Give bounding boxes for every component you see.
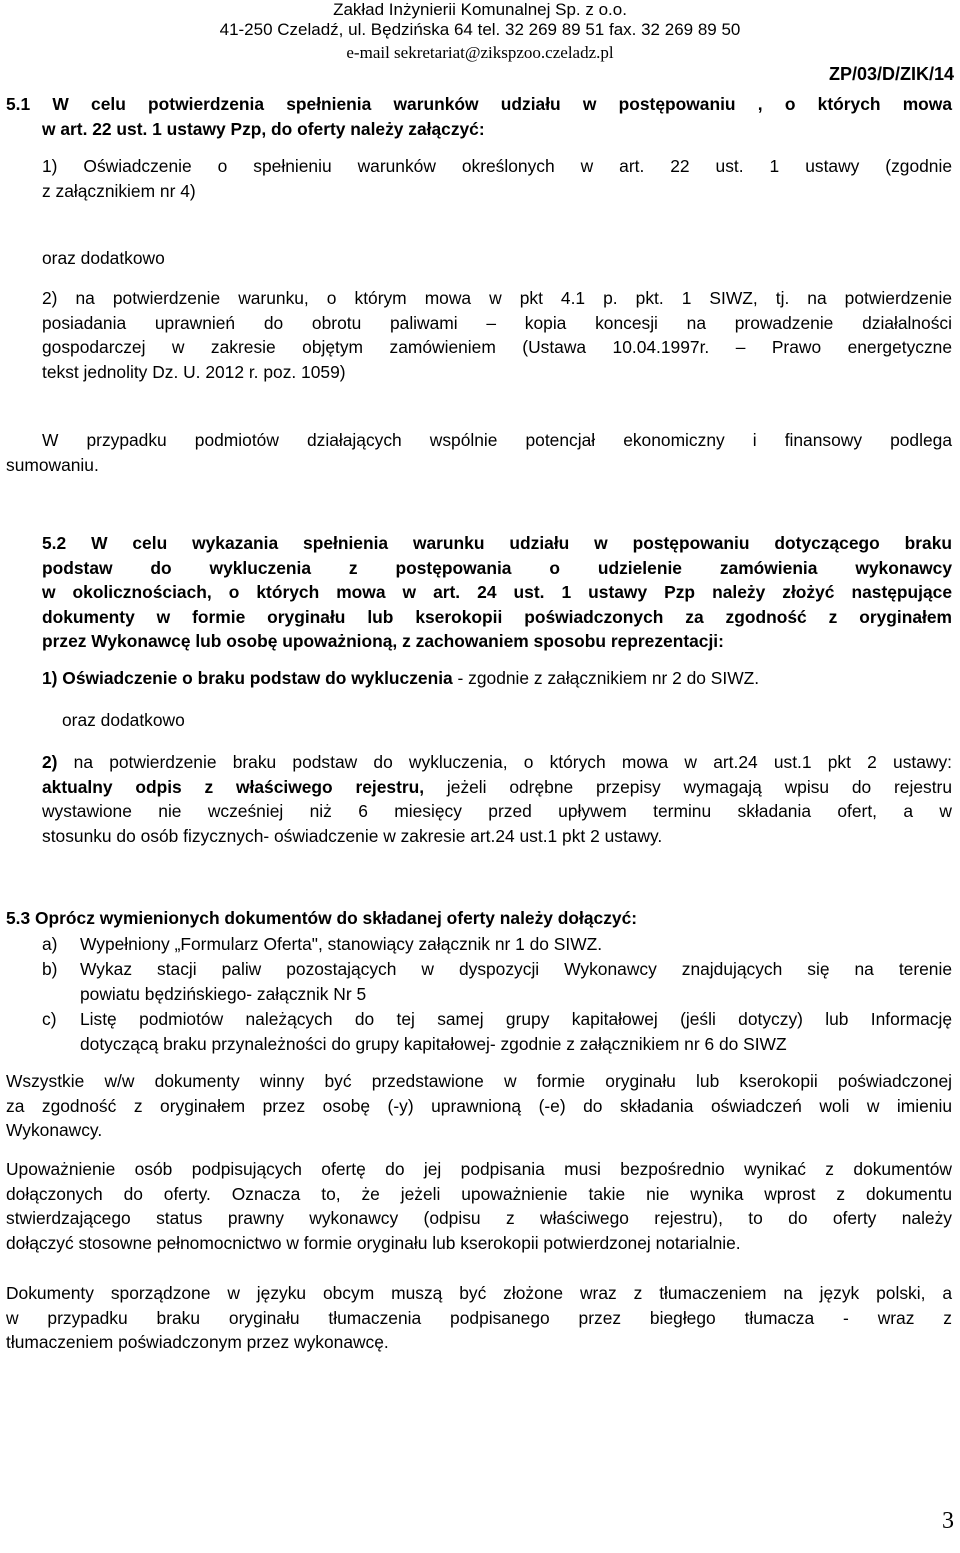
section-5-3-item-c: c) Listę podmiotów należących do tej samej grupy kapitałowej (jeśli dotyczy) lub Informację dotyczącą braku przynależności do grupy kapitałowej- zgodnie z załącznikiem nr 6 do SIWZ: [42, 1009, 952, 1054]
additionally-label: oraz dodatkowo: [42, 248, 165, 268]
section-5-1-item-2: 2) na potwierdzenie warunku, o którym mowa w pkt 4.1 p. pkt. 1 SIWZ, tj. na potwierdzenie posiadania uprawnień do obrotu paliwami – kopia koncesji na prowadzenie działalności gospodarczej w zakresie objętym zamówieniem (Ustawa 10.04.1997r. – Prawo energetyczne tekst jednolity Dz. U. 2012 r. poz. 1059): [42, 288, 952, 382]
section-5-1-item-1: 1) Oświadczenie o spełnieniu warunków określonych w art. 22 ust. 1 ustawy (zgodnie z załącznikiem nr 4): [42, 156, 952, 201]
joint-bidders-note: W przypadku podmiotów działających wspólnie potencjał ekonomiczny i finansowy podlega sumowaniu.: [6, 430, 952, 475]
page-number: 3: [942, 1508, 954, 1534]
section-5-3-item-a: a) Wypełniony „Formularz Oferta", stanowiący załącznik nr 1 do SIWZ.: [42, 934, 603, 954]
section-5-2-item-2: 2) na potwierdzenie braku podstaw do wykluczenia, o których mowa w art.24 ust.1 pkt 2 ustawy: aktualny odpis z właściwego rejestru, jeżeli odrębne przepisy wymagają wpisu do rejestru wystawione nie wcześniej niż 6 miesięcy przed upływem terminu składania ofert, a w stosunku do osób fizycznych- oświadczenie w zakresie art.24 ust.1 pkt 2 ustawy.: [42, 752, 952, 846]
section-5-2-item-1: 1) Oświadczenie o braku podstaw do wykluczenia - zgodnie z załącznikiem nr 2 do SIWZ.: [42, 668, 760, 688]
document-code: ZP/03/D/ZIK/14: [828, 64, 954, 84]
additionally-label-2: oraz dodatkowo: [62, 710, 185, 730]
section-5-2-heading: 5.2 W celu wykazania spełnienia warunku udziału w postępowaniu dotyczącego braku podstaw do wykluczenia z postępowania o udzielenie zamówienia wykonawcy w okolicznościach, o których mowa w art. 24 ust. 1 ustawy Pzp należy złożyć następujące dokumenty w formie oryginału lub kserokopii poświadczonych za zgodność z oryginałem przez Wykonawcę lub osobę upoważnioną, z zachowaniem sposobu reprezentacji:: [42, 533, 952, 651]
translation-paragraph: Dokumenty sporządzone w języku obcym muszą być złożone wraz z tłumaczeniem na język polski, a w przypadku braku oryginału tłumaczenia podpisanego przez biegłego tłumacza - wraz z tłumaczeniem poświadczonym przez wykonawcę.: [6, 1283, 952, 1352]
section-5-3-item-b: b) Wykaz stacji paliw pozostających w dyspozycji Wykonawcy znajdujących się na terenie powiatu będzińskiego- załącznik Nr 5: [42, 959, 952, 1004]
company-email: e-mail sekretariat@zikspzoo.czeladz.pl: [346, 43, 614, 62]
section-5-1-heading: 5.1 W celu potwierdzenia spełnienia warunków udziału w postępowaniu , o których mowa w art. 22 ust. 1 ustawy Pzp, do oferty należy załączyć:: [6, 94, 952, 139]
company-name: Zakład Inżynierii Komunalnej Sp. z o.o.: [333, 0, 627, 19]
authorization-paragraph: Upoważnienie osób podpisujących ofertę do jej podpisania musi bezpośrednio wynikać z dokumentów dołączonych do oferty. Oznacza to, że jeżeli upoważnienie takie nie wynika wprost z dokumentu stwierdzającego status prawny wykonawcy (odpisu z właściwego rejestru), to do oferty należy dołączyć stosowne pełnomocnictwo w formie oryginału lub kserokopii potwierdzonej notarialnie.: [6, 1159, 952, 1253]
section-5-3-heading: 5.3 Oprócz wymienionych dokumentów do składanej oferty należy dołączyć:: [6, 908, 638, 928]
company-address: 41-250 Czeladź, ul. Będzińska 64 tel. 32 269 89 51 fax. 32 269 89 50: [219, 20, 741, 39]
original-copies-paragraph: Wszystkie w/w dokumenty winny być przedstawione w formie oryginału lub kserokopii poświadczonej za zgodność z oryginałem przez osobę (-y) uprawnioną (-e) do składania oświadczeń woli w imieniu Wykonawcy.: [6, 1071, 952, 1140]
